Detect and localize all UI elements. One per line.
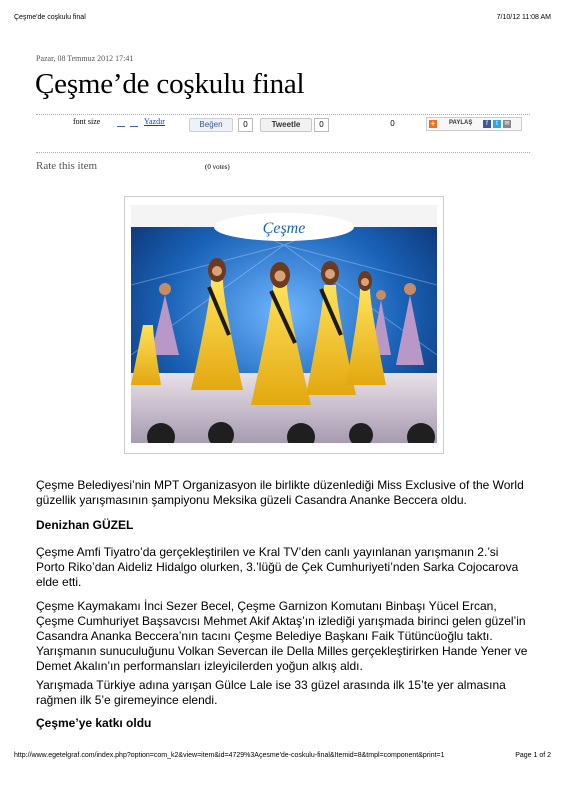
stage-sign-text: Çeşme [262, 220, 306, 237]
author-name: Denizhan GÜZEL [36, 518, 134, 532]
share-label: PAYLAŞ [449, 120, 473, 126]
paragraph-results: Çeşme Amfi Tiyatro’da gerçekleştirilen ve Kral TV’den canlı yayınlanan yarışmanın 2.’si Porto Riko’dan Aideliz Hidalgo olurken, 3.’lüğü de Çek Cumhuriyeti’nden Sarka Cojocarova elde etti. [36, 545, 519, 589]
twitter-icon[interactable]: t [493, 120, 501, 128]
article-photo[interactable] [131, 205, 437, 443]
email-icon[interactable]: ✉ [504, 121, 510, 127]
rate-label: Rate this item [36, 160, 98, 172]
paragraph-turkey: Yarışmada Türkiye adına yarışan Gülce Lale ise 33 güzel arasında ilk 15’te yer almasına rağmen ilk 5’e giremeyince elendi. [36, 678, 506, 707]
pageant-stage-illustration [131, 205, 437, 443]
article-toolbar [36, 113, 530, 139]
share-count: 0 [390, 119, 395, 128]
print-datetime: 7/10/12 11:08 AM [496, 14, 551, 21]
article-date: Pazar, 08 Temmuz 2012 17:41 [36, 54, 134, 63]
page-number: Page 1 of 2 [515, 752, 551, 759]
section-subheading: Çeşme’ye katkı oldu [36, 716, 152, 730]
facebook-like-button[interactable]: Beğen [189, 118, 233, 132]
toolbar-bottom-divider [36, 152, 530, 153]
print-header [14, 14, 551, 26]
print-footer [14, 752, 551, 764]
print-link[interactable]: Yazdır [144, 117, 165, 126]
facebook-icon[interactable]: f [483, 120, 491, 128]
font-increase-button[interactable] [130, 125, 138, 127]
paragraph-intro: Çeşme Belediyesi’nin MPT Organizasyon ile birlikte düzenlediği Miss Exclusive of the World güzellik yarışmasının şampiyonu Meksika güzeli Casandra Ananke Beccera oldu. [36, 478, 524, 507]
article-title: Çeşme’de coşkulu final [35, 68, 305, 100]
share-button[interactable] [426, 117, 522, 131]
vote-count: (0 votes) [205, 163, 230, 171]
article-photo-frame [124, 196, 444, 454]
print-tab-title: Çeşme'de coşkulu final [14, 14, 86, 21]
paragraph-ceremony: Çeşme Kaymakamı İnci Sezer Becel, Çeşme Garnizon Komutanı Binbaşı Yücel Ercan, Çeşme Cumhuriyet Başsavcısı Mehmet Akif Aktaş’ın izlediği yarışmada birinci gelen güzel’in Casandra Ananka Beccera’nın tacını Çeşme Belediye Başkanı Faik Tütüncüoğlu taktı. Yarışmanın sunuculuğunu Volkan Severcan ile Della Milles gerçekleştirirken Hande Yener ve Demet Akalın’ın performansları izleyicilerden yoğun alkış aldı. [36, 599, 528, 673]
font-size-controls[interactable] [117, 117, 139, 127]
font-size-label: font size [73, 117, 101, 126]
print-url: http://www.egetelgraf.com/index.php?option=com_k2&view=item&id=4729%3Açesme'de-coskulu-final&Itemid=8&tmpl=component&print=1 [14, 752, 445, 759]
font-decrease-button[interactable] [117, 125, 125, 127]
plus-icon: + [430, 119, 436, 128]
tweet-count: 0 [314, 118, 329, 132]
like-count: 0 [238, 118, 253, 132]
tweet-button[interactable]: Tweetle [260, 118, 312, 132]
